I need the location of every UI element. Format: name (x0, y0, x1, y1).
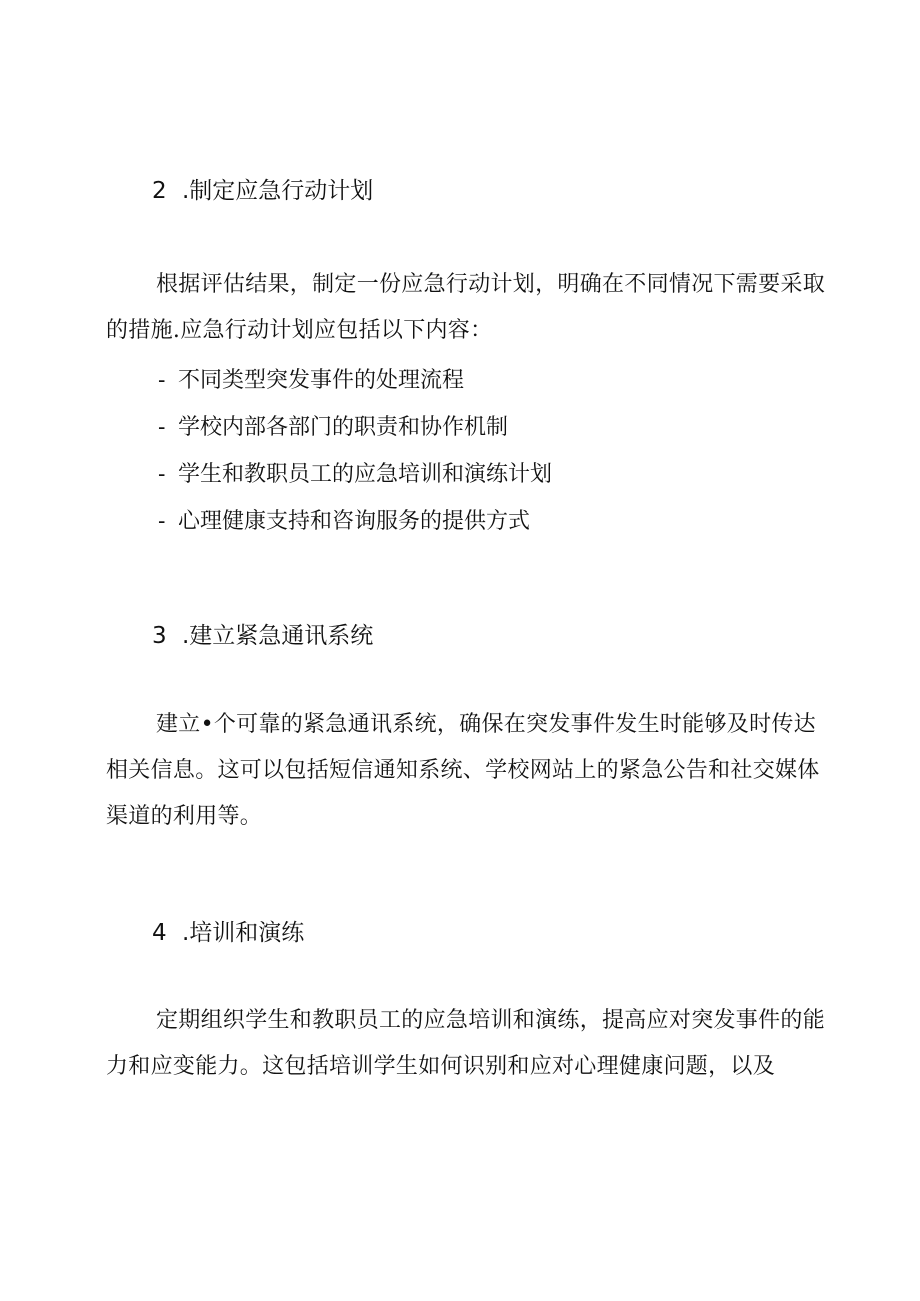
section-2-paragraph: 根据评估结果，制定一份应急行动计划，明确在不同情况下需要采取的措施.应急行动计划应包括以下内容： (106, 272, 826, 343)
section-2-list (158, 357, 552, 545)
list-item-text: 学生和教职员工的应急培训和演练计划 (178, 462, 553, 487)
section-4-paragraph: 定期组织学生和教职员工的应急培训和演练，提高应对突发事件的能力和应变能力。这包括培训学生如何识别和应对心理健康问题，以及 (106, 1008, 826, 1079)
section-2-heading (152, 172, 373, 205)
section-4-heading (152, 914, 304, 947)
list-item-text: 学校内部各部门的职责和协作机制 (178, 415, 509, 440)
section-2-number: 2 (152, 178, 167, 204)
section-4-number: 4 (152, 920, 167, 946)
section-3-paragraph: 建立•个可靠的紧急通讯系统，确保在突发事件发生时能够及时传达相关信息。这可以包括短信通知系统、学校网站上的紧急公告和社交媒体渠道的利用等。 (106, 712, 820, 829)
list-item (158, 357, 552, 404)
list-dash: - (158, 415, 166, 440)
list-item (158, 404, 552, 451)
list-item-text: 不同类型突发事件的处理流程 (178, 368, 465, 393)
list-item (158, 498, 552, 545)
list-dash: - (158, 368, 166, 393)
list-item-text: 心理健康支持和咨询服务的提供方式 (178, 509, 531, 534)
list-dash: - (158, 509, 166, 534)
section-3-title: .建立紧急通讯系统 (182, 623, 374, 649)
section-4-title: .培训和演练 (182, 920, 305, 946)
list-dash: - (158, 462, 166, 487)
list-item (158, 451, 552, 498)
section-2-title: .制定应急行动计划 (182, 178, 374, 204)
section-3-heading (152, 617, 373, 650)
section-3-number: 3 (152, 623, 167, 649)
